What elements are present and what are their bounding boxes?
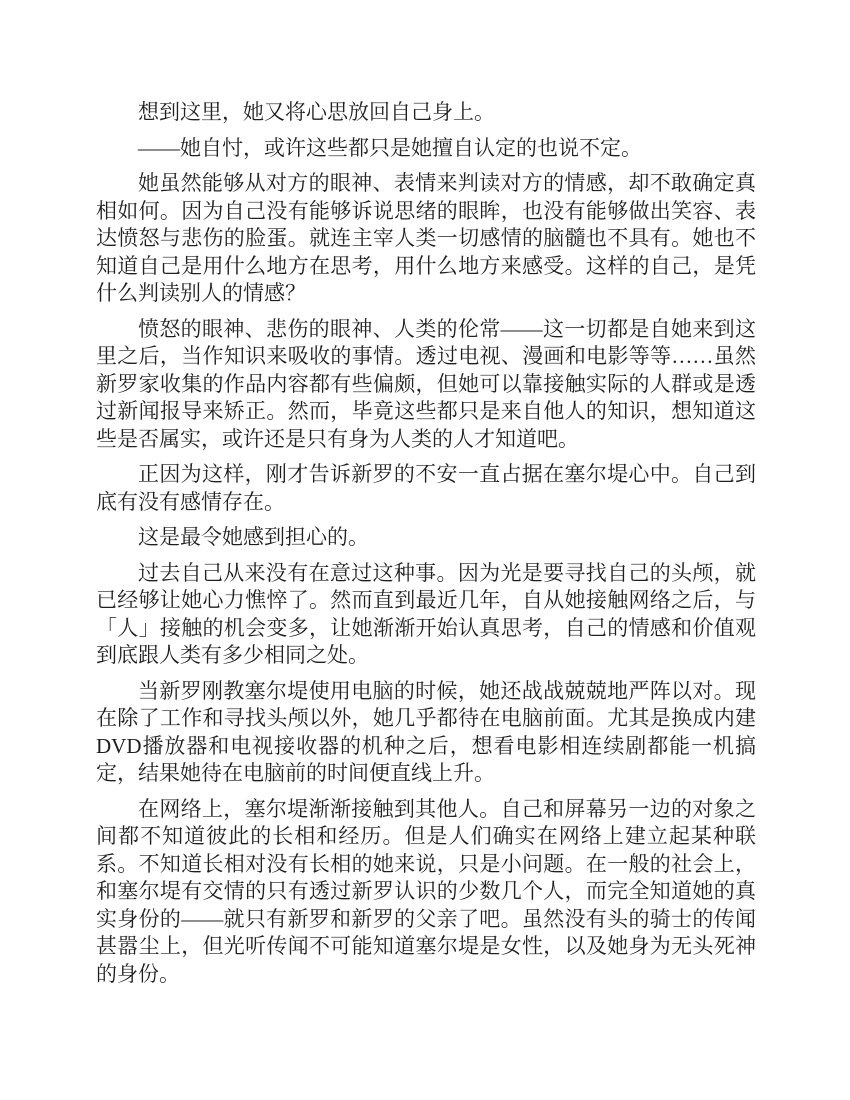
text-line: 里之后，当作知识来吸收的事情。透过电视、漫画和电影等等……虽然 xyxy=(96,344,756,368)
text-line: 系。不知道长相对没有长相的她来说，只是小问题。在一般的社会上， xyxy=(96,851,756,876)
text-line: 愤怒的眼神、悲伤的眼神、人类的伦常——这一切都是自她来到这 xyxy=(138,316,756,341)
text-line: 这是最令她感到担心的。 xyxy=(138,525,369,549)
text-line: 定，结果她待在电脑前的时间便直线上升。 xyxy=(96,761,495,785)
paragraph xyxy=(96,461,756,516)
text-line: 间都不知道彼此的长相和经历。但是人们确实在网络上建立起某种联 xyxy=(96,824,756,848)
paragraph xyxy=(96,99,756,127)
text-line: 她虽然能够从对方的眼神、表情来判读对方的情感，却不敢确定真 xyxy=(138,171,756,195)
text-line: 新罗家收集的作品内容都有些偏颇，但她可以靠接触实际的人群或是透 xyxy=(96,371,756,396)
text-line: DVD播放器和电视接收器的机种之后，想看电影相连续剧都能一机搞 xyxy=(96,733,756,758)
text-line: 相如何。因为自己没有能够诉说思绪的眼眸，也没有能够做出笑容、表 xyxy=(96,198,756,223)
text-line: 底有没有感情存在。 xyxy=(96,489,285,514)
text-line: 「人」接触的机会变多，让她渐渐开始认真思考，自己的情感和价值观 xyxy=(96,615,756,640)
paragraph xyxy=(96,524,756,552)
text-line: 当新罗刚教塞尔堤使用电脑的时候，她还战战兢兢地严阵以对。现 xyxy=(138,678,756,703)
text-line: 什么判读别人的情感？ xyxy=(96,281,306,305)
paragraph xyxy=(96,316,756,454)
text-line: 达愤怒与悲伤的脸蛋。就连主宰人类一切感情的脑髓也不具有。她也不 xyxy=(96,226,756,250)
text-line: 过去自己从来没有在意过这种事。因为光是要寻找自己的头颅，就 xyxy=(138,560,756,585)
text-line: 正因为这样，刚才告诉新罗的不安一直占据在塞尔堤心中。自己到 xyxy=(138,462,756,486)
text-line: 在除了工作和寻找头颅以外，她几乎都待在电脑前面。尤其是换成内建 xyxy=(96,706,756,730)
text-line: 些是否属实，或许还是只有身为人类的人才知道吧。 xyxy=(96,426,579,451)
text-block xyxy=(96,99,756,988)
text-line: 和塞尔堤有交情的只有透过新罗认识的少数几个人，而完全知道她的真 xyxy=(96,879,756,903)
paragraph xyxy=(96,170,756,308)
text-line: 在网络上，塞尔堤渐渐接触到其他人。自己和屏幕另一边的对象之 xyxy=(138,796,756,821)
text-line: 甚嚣尘上，但光听传闻不可能知道塞尔堤是女性，以及她身为无头死神 xyxy=(96,934,756,958)
paragraph xyxy=(96,678,756,788)
text-line: 想到这里，她又将心思放回自己身上。 xyxy=(138,100,495,124)
text-line: 实身份的——就只有新罗和新罗的父亲了吧。虽然没有头的骑士的传闻 xyxy=(96,906,756,931)
text-line: 过新闻报导来矫正。然而，毕竟这些都只是来自他人的知识，想知道这 xyxy=(96,399,756,423)
paragraph xyxy=(96,796,756,989)
text-line: 到底跟人类有多少相同之处。 xyxy=(96,643,369,667)
text-line: 知道自己是用什么地方在思考，用什么地方来感受。这样的自己，是凭 xyxy=(96,253,756,278)
text-line: 的身份。 xyxy=(96,961,180,986)
text-line: ——她自忖，或许这些都只是她擅自认定的也说不定。 xyxy=(138,135,642,160)
paragraph xyxy=(96,560,756,670)
paragraph xyxy=(96,135,756,163)
text-line: 已经够让她心力憔悴了。然而直到最近几年，自从她接触网络之后，与 xyxy=(96,588,756,612)
